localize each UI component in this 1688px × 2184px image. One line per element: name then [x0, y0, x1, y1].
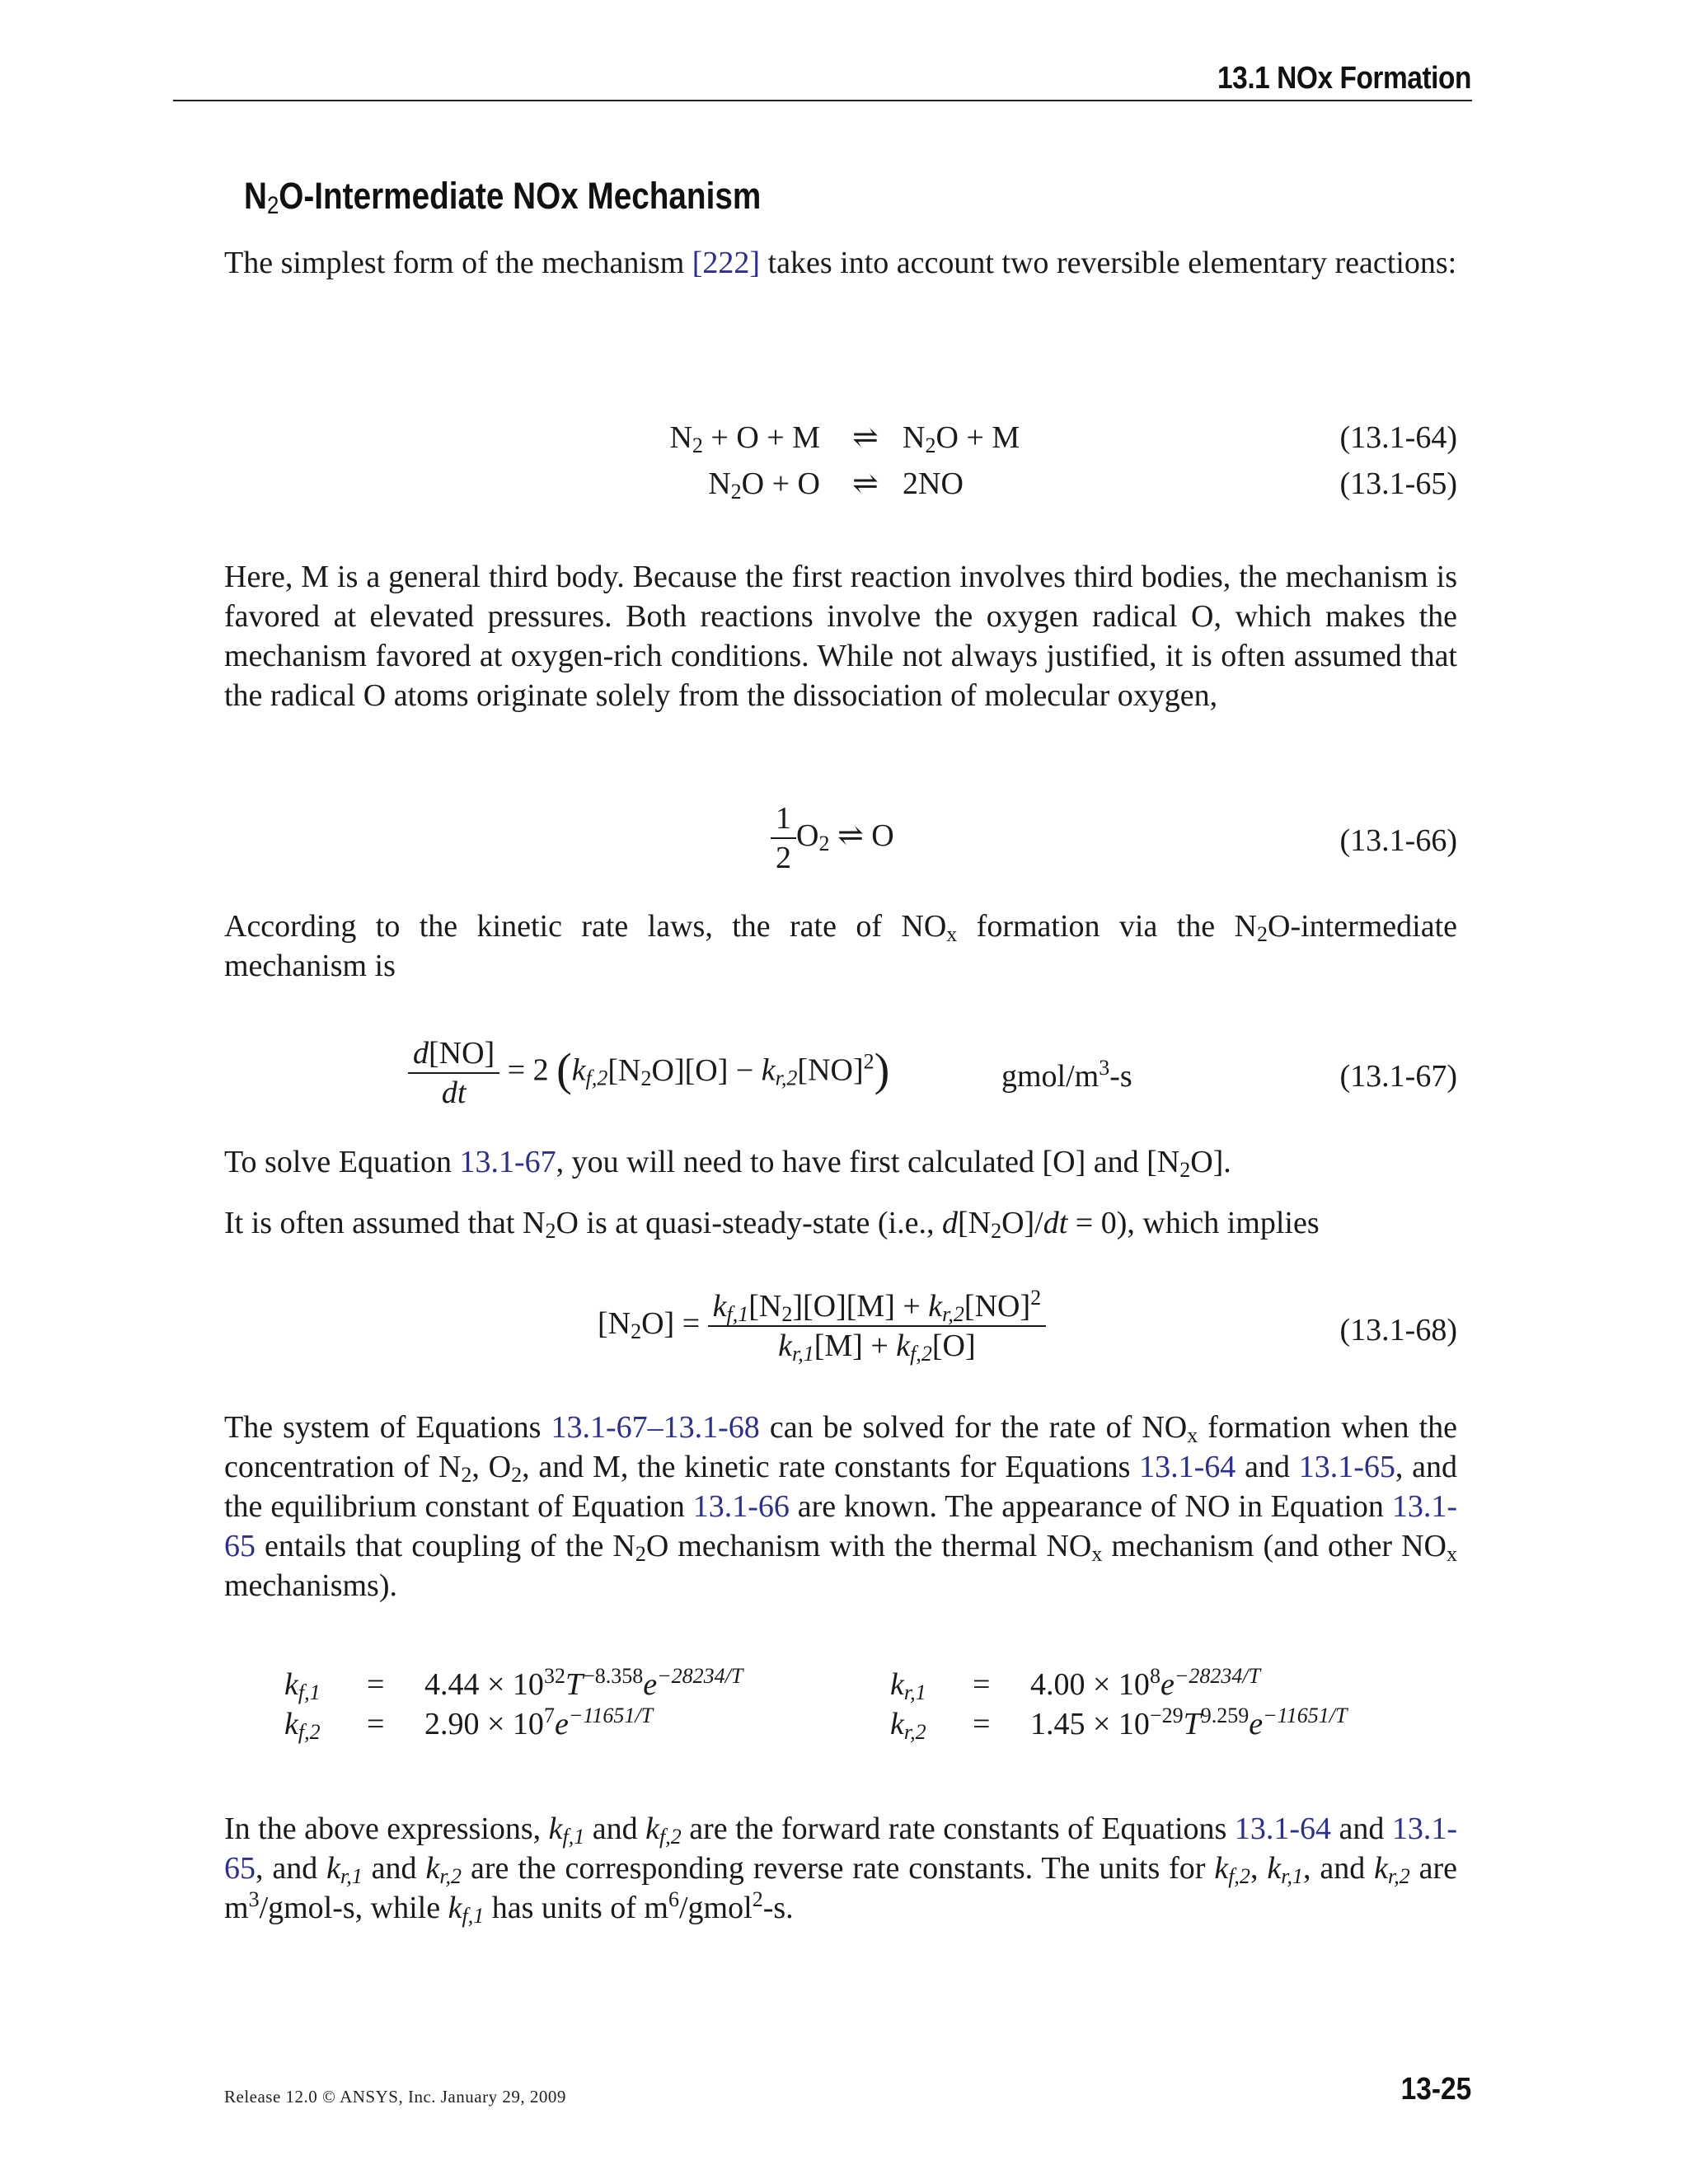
eq67-units: gmol/$m^3-s$ — [1001, 1056, 1132, 1094]
eq-link-67[interactable]: 13.1-67 — [459, 1145, 556, 1179]
eq66-number: (13.1-66) — [1339, 823, 1457, 858]
eq-link-66[interactable]: 13.1-66 — [692, 1489, 790, 1524]
paragraph-third-body: Here, M is a general third body. Because the first reaction involves third bodies, the mechanism is favored at elevated pressures. Both reactions involve the oxygen radical O, which makes the mechanism favored at oxygen-rich conditions. While not always justified, it is often assumed that the radical O atoms originate solely from the dissociation of molecular oxygen, — [224, 560, 1457, 713]
rate-kf2-value: $2.90 \times 10^7e^{-11651/T}$ — [424, 1704, 654, 1741]
eq-link-65c[interactable]: 13.1-65 — [224, 1811, 1457, 1886]
eq67-number: (13.1-67) — [1339, 1059, 1457, 1094]
rate-kf2-symbol: $k_{f,2}$ — [284, 1707, 321, 1744]
running-header: 13.1 NOx Formation — [1217, 61, 1471, 96]
rate-kf2-eq: = — [367, 1707, 385, 1741]
section-title: $N_2O$-Intermediate NOx Mechanism — [244, 175, 762, 219]
eq-link-64[interactable]: 13.1-64 — [1139, 1450, 1236, 1484]
rate-kf1-eq: = — [367, 1667, 385, 1702]
eq64-rhs: $N_2O + M$ — [903, 420, 1020, 457]
eq-link-67-68[interactable]: 13.1-67–13.1-68 — [551, 1410, 760, 1445]
eq67: $\frac{d[NO]}{dt}$ = 2 $(k_{f,2}[N_2O][O] - k_{r,2}[NO]^2)$ — [408, 1034, 889, 1112]
rate-kr1-value: $4.00 \times 10^8e^{-28234/T}$ — [1030, 1664, 1261, 1702]
paragraph-solve: To solve Equation 13.1-67, you will need to have first calculated [O] and $[N_2O]$. — [224, 1145, 1231, 1182]
rate-kr1-eq: = — [973, 1667, 991, 1702]
footer-release: Release 12.0 © ANSYS, Inc. January 29, 2009 — [224, 2087, 566, 2107]
eq-link-65b[interactable]: 13.1-65 — [224, 1489, 1457, 1563]
eq66: $\frac{1}{2}$ $O_2$ ⇌ O — [771, 799, 894, 877]
eq65-arrow: ⇌ — [852, 466, 879, 501]
rate-kr2-value: $1.45 \times 10^{-29}T^{9.259}e^{-11651/T}$ — [1030, 1704, 1348, 1741]
paragraph-system: The system of Equations 13.1-67–13.1-68 can be solved for the rate of $NO_x$ formation when the concentration of $N_2$, $O_2$, and M, the kinetic rate constants for Equations 13.1-64 and 13.1-65, and the equilibrium constant of Equation 13.1-66 are known. The appearance of NO in Equation 13.1-65 entails that coupling of the $N_2O$ mechanism with the thermal $NO_x$ mechanism (and other $NO_x$ mechanisms). — [224, 1410, 1458, 1603]
paragraph-rate-laws: According to the kinetic rate laws, the rate of $NO_x$ formation via the $N_2O$-intermediate mechanism is — [224, 909, 1458, 983]
paragraph-intro: The simplest form of the mechanism [222] takes into account two reversible elementary reactions: — [224, 246, 1457, 280]
eq64-number: (13.1-64) — [1339, 420, 1457, 455]
eq68: $[N_2O]$ = $\frac{k_{f,1}[N_2][O][M] + k_{r,2}[NO]^2}{k_{r,1}[M] + k_{f,2}[O]}$ — [598, 1287, 1046, 1365]
rate-kf1-symbol: $k_{f,1}$ — [284, 1667, 321, 1704]
eq65-number: (13.1-65) — [1339, 466, 1457, 501]
eq65-lhs: $N_2O + O$ — [708, 466, 820, 504]
eq-link-64b[interactable]: 13.1-64 — [1234, 1811, 1331, 1846]
eq64-arrow: ⇌ — [852, 420, 879, 455]
eq68-number: (13.1-68) — [1339, 1313, 1457, 1347]
header-rule — [173, 100, 1472, 101]
eq64-lhs: $N_2 + O + M$ — [669, 420, 820, 457]
paragraph-steady-state: It is often assumed that $N_2O$ is at quasi-steady-state (i.e., $d[N_2O]/dt = 0$), which implies — [224, 1206, 1320, 1243]
eq-link-65[interactable]: 13.1-65 — [1298, 1450, 1395, 1484]
rate-kf1-value: $4.44 \times 10^{32}T^{-8.358}e^{-28234/T}$ — [424, 1664, 743, 1702]
eq65-rhs: 2NO — [903, 466, 964, 501]
rate-kr2-eq: = — [973, 1707, 991, 1741]
rate-kr2-symbol: $k_{r,2}$ — [890, 1707, 926, 1744]
paragraph-rate-constants: In the above expressions, $k_{f,1}$ and $k_{f,2}$ are the forward rate constants of Equations 13.1-64 and 13.1-65, and $k_{r,1}$ and $k_{r,2}$ are the corresponding reverse rate constants. The units for $k_{f,2}$, $k_{r,1}$, and $k_{r,2}$ are $m^3/gmol-s$, while $k_{f,1}$ has units of $m^6/gmol^2-s$. — [224, 1811, 1458, 1928]
page-number: 13-25 — [1400, 2072, 1471, 2107]
citation-link[interactable]: [222] — [692, 246, 761, 280]
rate-kr1-symbol: $k_{r,1}$ — [890, 1667, 926, 1704]
